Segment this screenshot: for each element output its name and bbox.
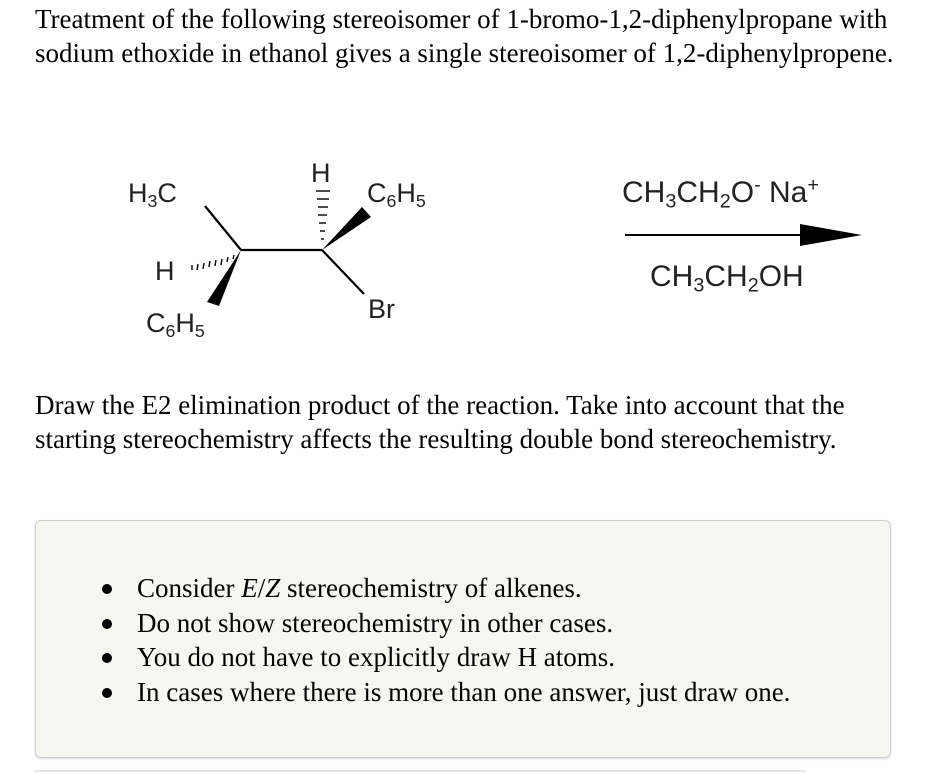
wedge-bond-left-phenyl [207,250,241,306]
solvent-label: $CH_3CH_2OH$ [650,260,804,297]
intro-text: Treatment of the following stereoisomer of 1-bromo-1,2-diphenylpropane with sodium ethoxide in ethanol gives a single stereoisomer of 1,2-diphenylpropene. [35,4,894,68]
right-phenyl-label: $C_6H_5$ [367,178,426,211]
question-text: Draw the E2 elimination product of the reaction. Take into account that the starting stereochemistry affects the resulting double bond stereochemistry. [35,390,845,454]
divider [35,770,805,772]
right-hydrogen-label: H [311,158,331,188]
bromine-label: Br [368,294,395,324]
bond-methyl [205,206,241,250]
hint-box [35,520,891,758]
hint-item: Do not show stereochemistry in other cases. [102,606,790,641]
wedge-bond-right-phenyl [322,207,371,250]
hashed-bond-right-h [316,191,330,239]
hint-item: Consider E/Z stereochemistry of alkenes. [102,571,790,606]
hint-item: You do not have to explicitly draw H atoms. [102,640,790,675]
reaction-arrow-head [800,224,862,246]
bond-bromine [322,250,364,294]
methyl-label: $H_3C$ [128,178,177,211]
left-hydrogen-label: H [155,256,175,286]
hashed-bond-left-h [192,255,234,270]
hint-list [102,571,790,709]
reagent-label: $CH_3CH_2O^-$ Na+ [622,174,819,213]
hint-item: In cases where there is more than one answer, just draw one. [102,675,790,710]
left-phenyl-label: $C_6H_5$ [146,308,205,341]
